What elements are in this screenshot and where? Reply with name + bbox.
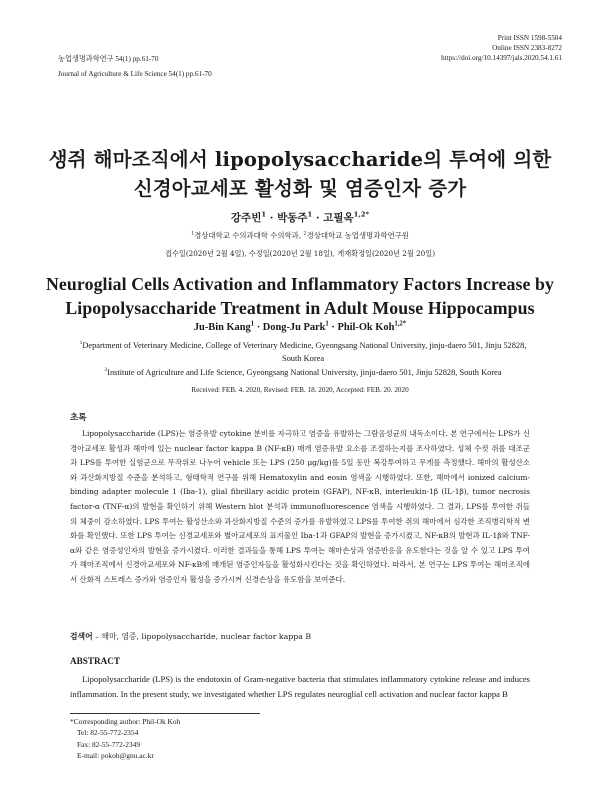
affiliation-text: Institute of Agriculture and Life Science, Gyeongsang National University, jinju-daero 501, Jinju 52828, South Korea [107, 368, 502, 377]
author-name: 고필옥 [323, 212, 354, 224]
author-separator: · [312, 212, 324, 224]
journal-citation-en: Journal of Agriculture & Life Science 54(1) pp.61-70 [58, 70, 212, 78]
affiliation-text: Department of Veterinary Medicine, College of Veterinary Medicine, Gyeongsang National University, jinju-daero 501, Jinju 52828, South Korea [82, 341, 527, 363]
korean-authors [0, 210, 600, 225]
korean-affiliations [0, 230, 600, 241]
korean-title-line1: 생쥐 해마조직에서 lipopolysaccharide의 투여에 의한 [48, 148, 552, 171]
author-name: 박동주 [277, 212, 308, 224]
korean-title-line2: 신경아교세포 활성화 및 염증인자 증가 [133, 177, 467, 200]
corresponding-fax: Fax: 82-55-772-2349 [77, 739, 141, 749]
print-issn: Print ISSN 1598-5504 [497, 34, 562, 42]
corresponding-author: *Corresponding author: Phil-Ok Koh [70, 717, 181, 726]
author-name: Phil-Ok Koh [337, 322, 395, 333]
author-name: Dong-Ju Park [262, 322, 326, 333]
english-title-line2: Lipopolysaccharide Treatment in Adult Mouse Hippocampus [65, 298, 535, 318]
english-abstract-heading: ABSTRACT [70, 656, 121, 666]
author-name: Ju-Bin Kang [193, 322, 251, 333]
journal-citation-ko: 농업생명과학연구 54(1) pp.61-70 [58, 55, 159, 63]
author-sup: 1 [261, 210, 267, 219]
author-sup: 1 [307, 210, 313, 219]
english-authors [0, 322, 600, 333]
korean-abstract-body: Lipopolysaccharide (LPS)는 염증유발 cytokine 분비를 자극하고 염증을 유발하는 그람음성균의 내독소이다. 본 연구에서는 LPS가 신경아교세포 활성과 해마에 있는 nuclear factor kappa B (NF-κB) 매개 염증유발 요소를 조절하는지를 조사하였다. 성체 수컷 쥐를 대조군과 LPS를 투여한 실험군으로 무작위로 나누어 vehicle 또는 LPS (250 μg/kg)를 5일 동안 복강투여하고 무게를 측정했다. 해마의 활성산소와 과산화지방질 수준을 분석하고, 형태학적 연구를 위해 Hematoxylin and eosin 염색을 시행하였다. 또한, 해마에서 ionized calcium-binding adapter molecule 1 (Iba-1), glial fibrillary acidic protein (GFAP), NF-κB, interleukin-1β (IL-1β), tumor necrosis factor-α (TNF-α)의 발현을 확인하기 위해 Western blot 분석과 immunofluorescence 염색을 시행하였다. 그 결과, LPS를 투여한 쥐들의 체중이 감소하였다. LPS 투여는 활성산소와 과산화지방질 수준의 증가를 유발하였고 LPS를 투여한 쥐의 해마에서 심각한 조직병리학적 변화를 확인했다. 또한 LPS 투여는 신경교세포와 별아교세포의 표지물인 Iba-1과 GFAP의 발현을 증가시켰고, NF-κB의 발현과 IL-1β와 TNF-α와 같은 염증성인자의 발현을 증가시켰다. 이러한 결과들을 통해 LPS 투여는 해마손상과 염증반응을 유도한다는 것을 알 수 있고 LPS 투여가 해마조직에서 신경아교세포와 NF-κB에 매개된 염증인자들을 활성화시킨다는 것을 확인하였다. 따라서, 본 연구는 LPS 투여는 해마조직에서 산화적 스트레스 증가와 염증인자 활성을 증가시켜 신경손상을 유도함을 보여준다. [70, 429, 530, 584]
author-sup: 1,2* [353, 210, 370, 219]
affiliation-sup: 1 [191, 231, 195, 237]
english-dates: Received: FEB. 4. 2020, Revised: FEB. 18. 2020, Accepted: FEB. 20. 2020 [191, 386, 409, 394]
english-abstract-body: Lipopolysaccharide (LPS) is the endotoxin of Gram-negative bacteria that stimulates inflammatory cytokine release and induces inflammation. In the present study, we investigated whether LPS regulates neuroglial cell activation and nuclear factor kappa B [70, 674, 530, 699]
korean-abstract-heading: 초록 [70, 413, 87, 423]
author-sup: 1,2* [394, 320, 407, 328]
affiliation-text: 경상대학교 농업생명과학연구원 [306, 231, 409, 240]
english-title-line1: Neuroglial Cells Activation and Inflammatory Factors Increase by [45, 274, 555, 294]
korean-dates: 접수일(2020년 2월 4일), 수정일(2020년 2월 18일), 게재확정일(2020년 2월 20일) [165, 249, 435, 258]
author-separator: · [254, 322, 263, 333]
author-name: 강주빈 [230, 212, 262, 224]
english-affiliation-2 [76, 367, 530, 380]
doi-link[interactable]: https://doi.org/10.14397/jals.2020.54.1.61 [441, 54, 562, 62]
keywords [70, 631, 311, 642]
affiliation-sup: 1 [79, 340, 83, 347]
affiliation-sup: 2 [303, 231, 307, 237]
online-issn: Online ISSN 2383-8272 [492, 44, 562, 52]
correspondence-block [70, 716, 180, 762]
corresponding-tel: Tel: 82-55-772-2354 [77, 728, 139, 738]
author-sup: 1 [325, 320, 329, 328]
corresponding-email[interactable]: E-mail: pokoh@gnu.ac.kr [77, 751, 154, 761]
affiliation-text: 경상대학교 수의과대학 수의학과, [194, 231, 304, 240]
author-sup: 1 [250, 320, 255, 328]
keywords-label: 검색어 [70, 632, 93, 641]
author-separator: · [266, 212, 278, 224]
keywords-separator: – [92, 632, 102, 641]
affiliation-sup: 2 [104, 367, 108, 374]
footnote-divider [70, 713, 260, 714]
author-separator: · [328, 322, 338, 333]
keywords-list: 해마, 염증, lipopolysaccharide, nuclear factor kappa B [101, 632, 312, 641]
english-affiliation-1 [76, 340, 530, 365]
